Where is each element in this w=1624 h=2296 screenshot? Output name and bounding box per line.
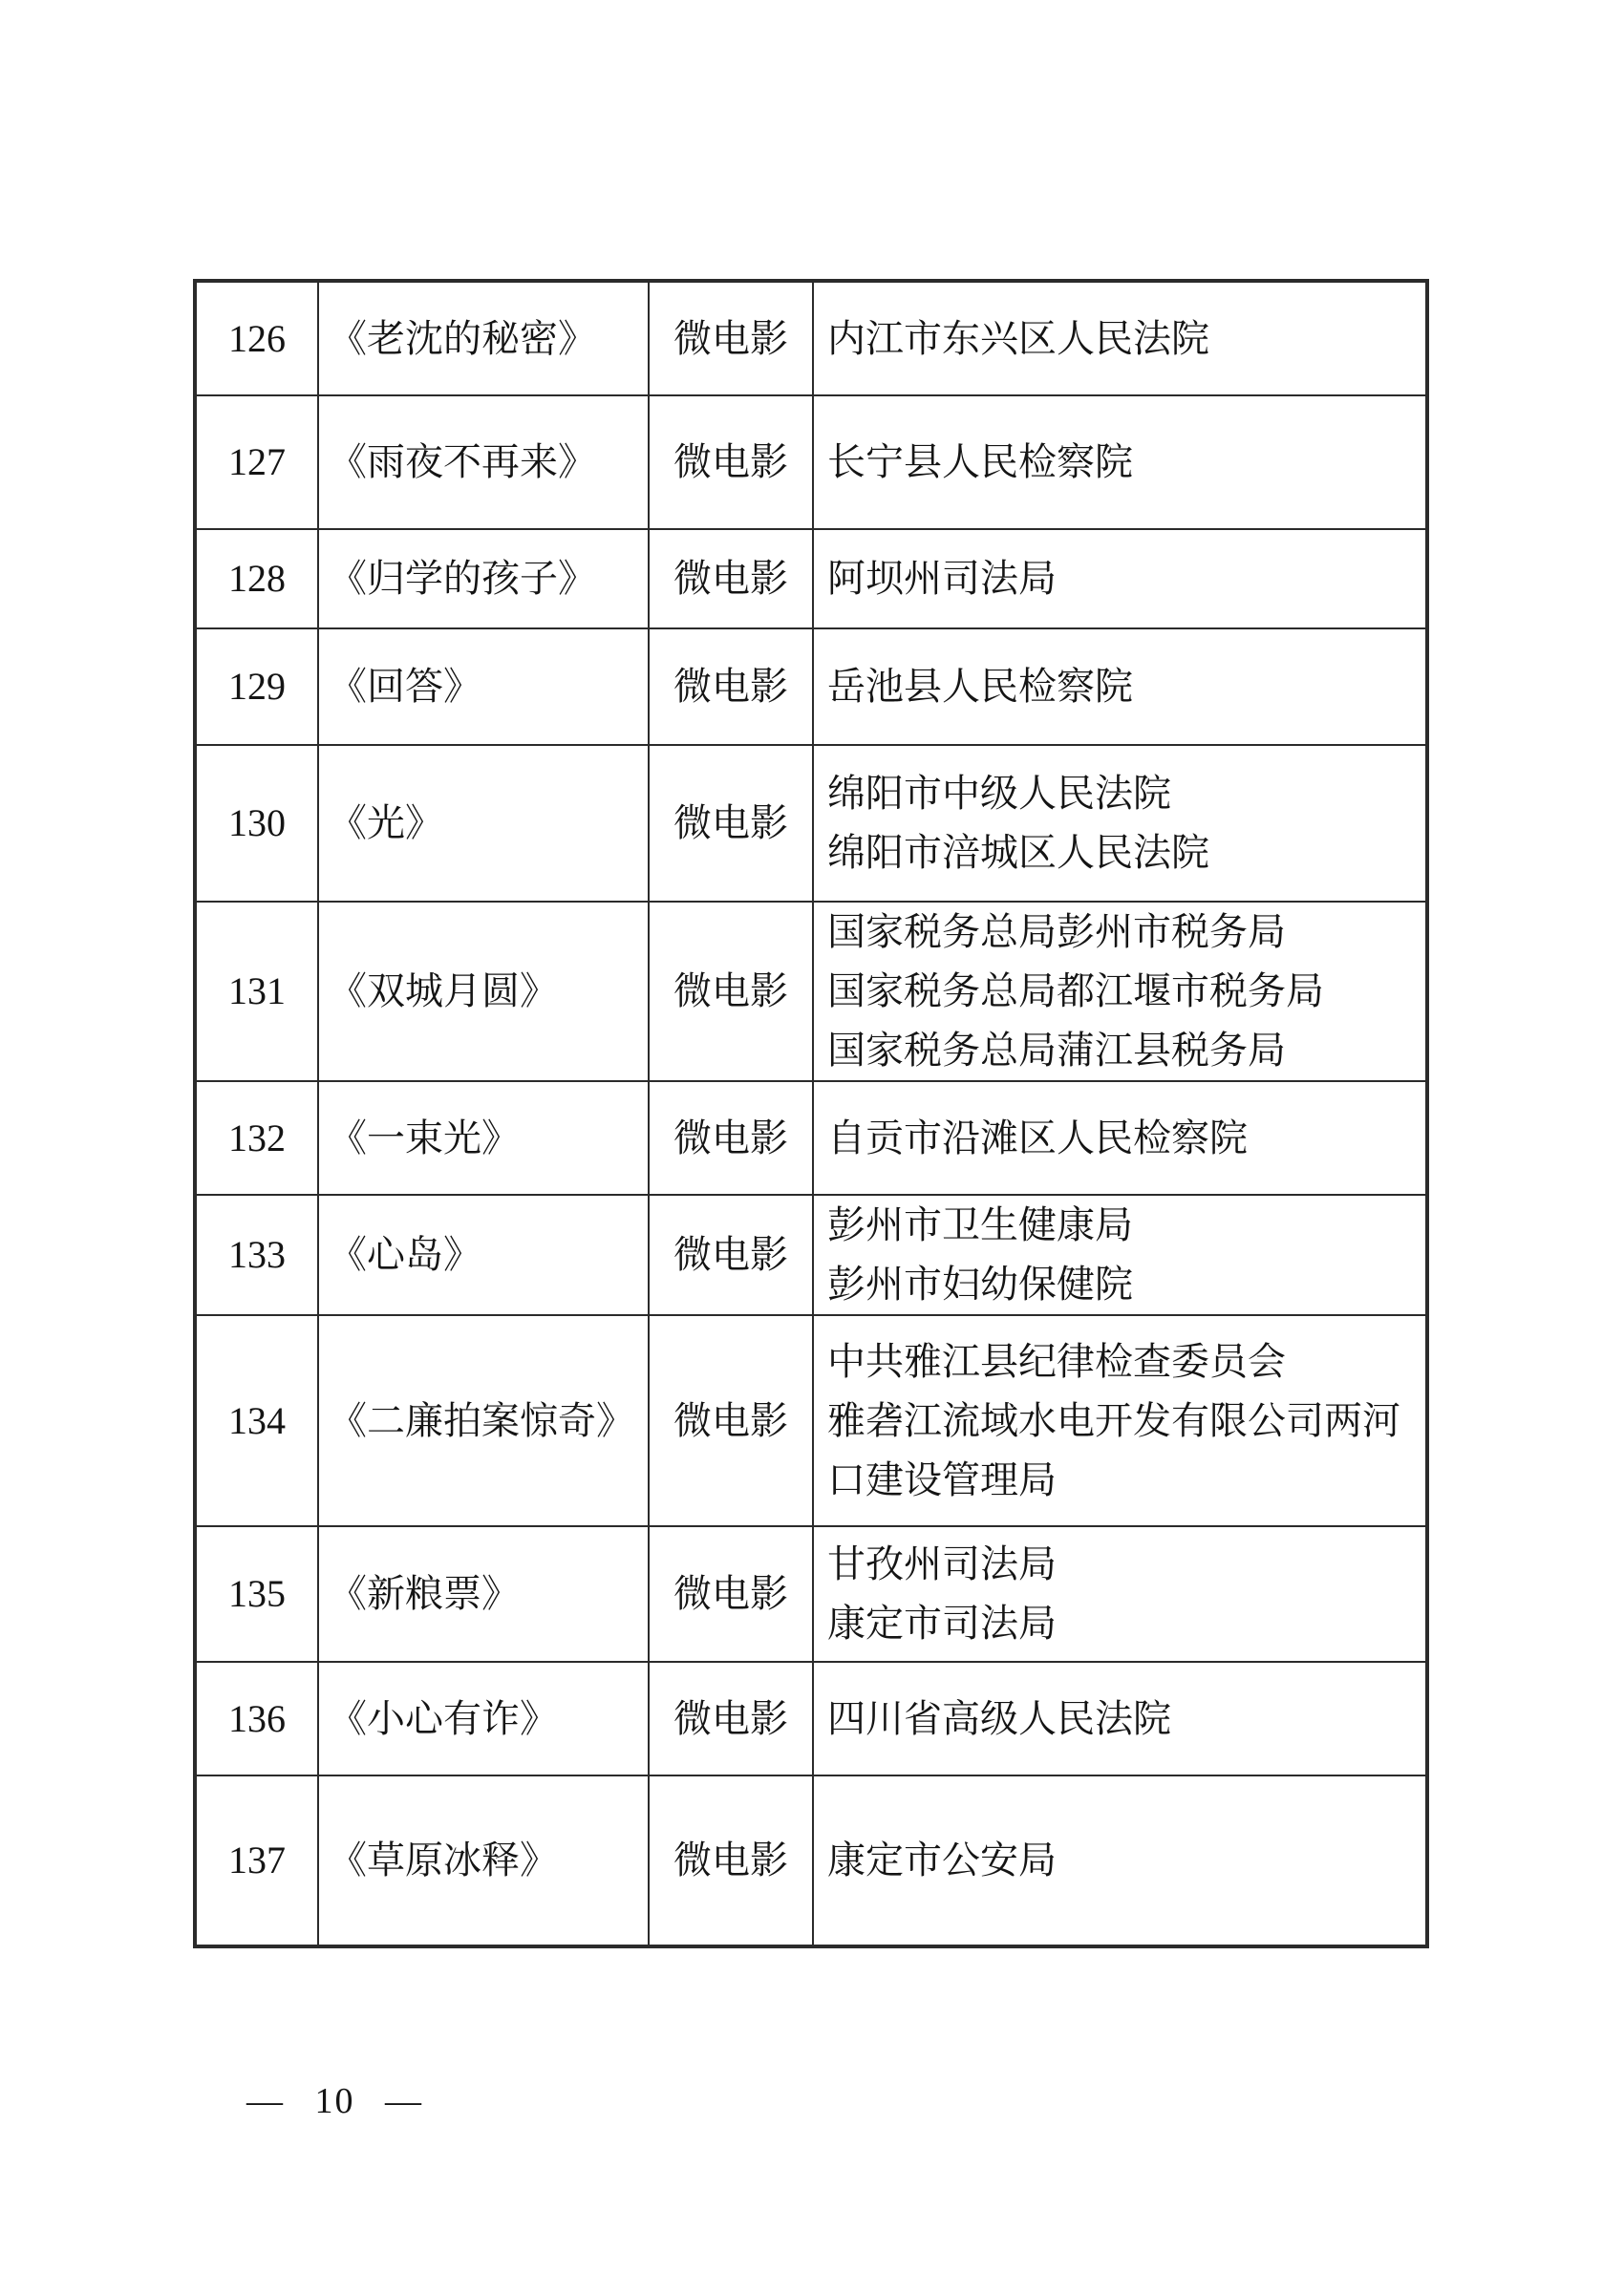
organization: 四川省高级人民法院	[827, 1696, 1171, 1740]
film-title: 《雨夜不再来》	[318, 395, 649, 529]
film-title: 《归学的孩子》	[318, 529, 649, 628]
organizations	[813, 745, 1427, 902]
organizations	[813, 395, 1427, 529]
organization: 康定市公安局	[827, 1839, 1057, 1881]
serial-number: 133	[195, 1195, 318, 1315]
organizations	[813, 1662, 1427, 1775]
organization: 绵阳市中级人民法院	[827, 772, 1171, 815]
organizations	[813, 1775, 1427, 1946]
page-number-footer: — 10 —	[246, 2081, 423, 2121]
table-row	[195, 1526, 1427, 1662]
table-row	[195, 1662, 1427, 1775]
film-title: 《小心有诈》	[318, 1662, 649, 1775]
table-row	[195, 529, 1427, 628]
organizations	[813, 628, 1427, 745]
table-row	[195, 1081, 1427, 1195]
film-title: 《新粮票》	[318, 1526, 649, 1662]
table-row	[195, 281, 1427, 395]
serial-number: 137	[195, 1775, 318, 1946]
serial-number: 134	[195, 1315, 318, 1526]
film-type: 微电影	[649, 1662, 813, 1775]
organization: 甘孜州司法局	[827, 1542, 1057, 1585]
film-type: 微电影	[649, 1195, 813, 1315]
organizations	[813, 902, 1427, 1081]
serial-number: 131	[195, 902, 318, 1081]
serial-number: 129	[195, 628, 318, 745]
film-type: 微电影	[649, 395, 813, 529]
serial-number: 136	[195, 1662, 318, 1775]
organizations	[813, 529, 1427, 628]
organization: 康定市司法局	[827, 1602, 1057, 1645]
film-title: 《老沈的秘密》	[318, 281, 649, 395]
table-row	[195, 1315, 1427, 1526]
table-row	[195, 628, 1427, 745]
serial-number: 132	[195, 1081, 318, 1195]
organization: 阿坝州司法局	[827, 557, 1057, 600]
film-title: 《一束光》	[318, 1081, 649, 1195]
serial-number: 130	[195, 745, 318, 902]
organization: 绵阳市涪城区人民法院	[827, 831, 1209, 874]
awards-table	[193, 279, 1429, 1948]
organization: 国家税务总局都江堰市税务局	[827, 969, 1324, 1012]
organization: 彭州市卫生健康局	[827, 1203, 1133, 1246]
film-type: 微电影	[649, 1775, 813, 1946]
organization: 雅砻江流域水电开发有限公司两河口建设管理局	[827, 1398, 1400, 1501]
film-title: 《草原冰释》	[318, 1775, 649, 1946]
serial-number: 135	[195, 1526, 318, 1662]
film-title: 《双城月圆》	[318, 902, 649, 1081]
organizations	[813, 1195, 1427, 1315]
film-title: 《光》	[318, 745, 649, 902]
organization: 内江市东兴区人民法院	[827, 316, 1209, 360]
organization: 岳池县人民检察院	[827, 665, 1133, 708]
organization: 长宁县人民检察院	[827, 440, 1133, 483]
table-row	[195, 1195, 1427, 1315]
organizations	[813, 1081, 1427, 1195]
film-type: 微电影	[649, 1081, 813, 1195]
film-type: 微电影	[649, 628, 813, 745]
serial-number: 128	[195, 529, 318, 628]
film-type: 微电影	[649, 281, 813, 395]
organizations	[813, 281, 1427, 395]
organization: 中共雅江县纪律检查委员会	[827, 1339, 1286, 1383]
film-type: 微电影	[649, 745, 813, 902]
film-type: 微电影	[649, 902, 813, 1081]
serial-number: 127	[195, 395, 318, 529]
film-title: 《回答》	[318, 628, 649, 745]
organization: 国家税务总局彭州市税务局	[827, 910, 1286, 953]
serial-number: 126	[195, 281, 318, 395]
film-title: 《心岛》	[318, 1195, 649, 1315]
film-title: 《二廉拍案惊奇》	[318, 1315, 649, 1526]
table-row	[195, 395, 1427, 529]
table-row	[195, 745, 1427, 902]
film-type: 微电影	[649, 529, 813, 628]
organization: 自贡市沿滩区人民检察院	[827, 1116, 1248, 1159]
organization: 彭州市妇幼保健院	[827, 1263, 1133, 1306]
film-type: 微电影	[649, 1526, 813, 1662]
organization: 国家税务总局蒲江县税务局	[827, 1029, 1286, 1072]
organizations	[813, 1315, 1427, 1526]
film-type: 微电影	[649, 1315, 813, 1526]
table-row	[195, 902, 1427, 1081]
organizations	[813, 1526, 1427, 1662]
table-row	[195, 1775, 1427, 1946]
